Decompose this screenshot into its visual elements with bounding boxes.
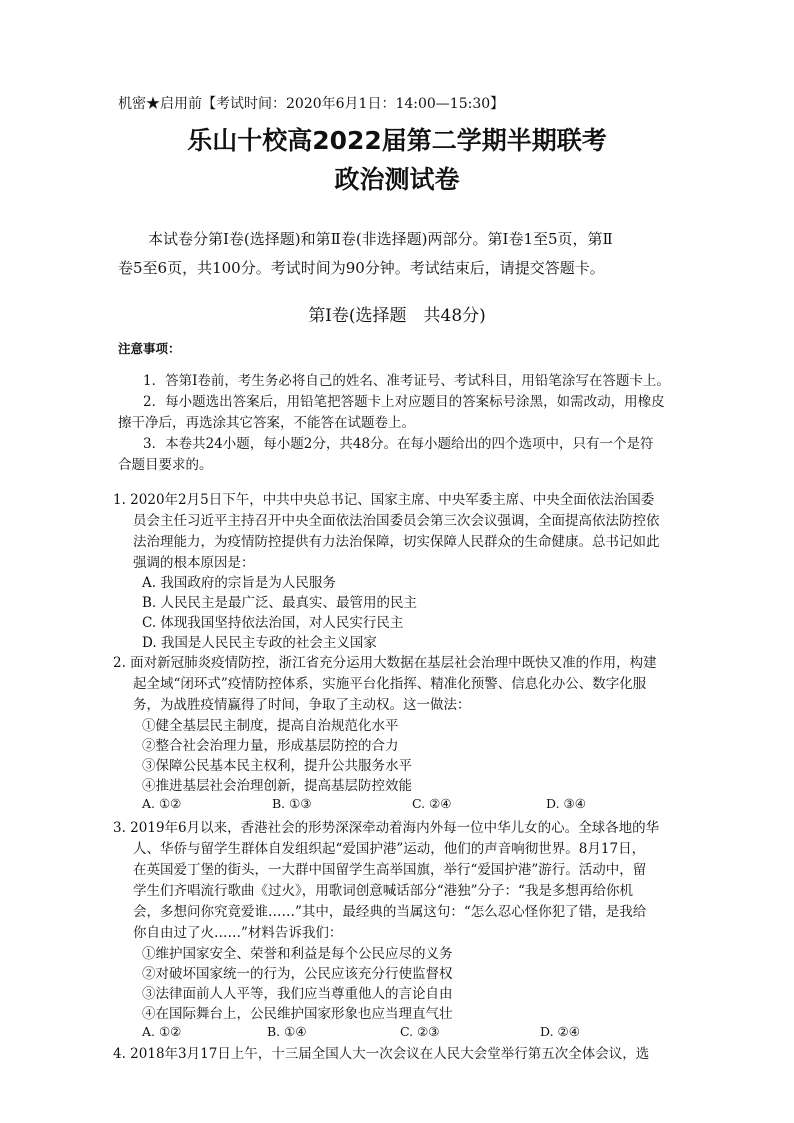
option-a: A. 我国政府的宗旨是为人民服务 bbox=[142, 575, 336, 591]
choice-d: D. ②④ bbox=[540, 1024, 580, 1039]
question-text-line: 强调的根本原因是： bbox=[133, 555, 255, 571]
answer-choices-row bbox=[142, 796, 662, 814]
statement-item: ②对破坏国家统一的行为，公民应该充分行使监督权 bbox=[142, 966, 453, 982]
choice-c: C. ②③ bbox=[400, 1024, 440, 1039]
statement-item: ④推进基层社会治理创新，提高基层防控效能 bbox=[142, 778, 412, 794]
choice-a: A. ①② bbox=[142, 796, 182, 811]
statement-item: ③保障公民基本民主权利，提升公共服务水平 bbox=[142, 758, 412, 774]
question-text-line: 你自由过了火……”材料告诉我们： bbox=[133, 925, 343, 941]
question-text-line: 1. 2020年2月5日下午，中共中央总书记、国家主席、中央军委主席、中央全面依法治国委 bbox=[113, 492, 655, 508]
statement-item: ①健全基层民主制度，提高自治规范化水平 bbox=[142, 718, 399, 734]
option-c: C. 体现我国坚持依法治国，对人民实行民主 bbox=[142, 615, 404, 631]
choice-c: C. ②④ bbox=[412, 796, 452, 811]
statement-item: ①维护国家安全、荣誉和利益是每个公民应尽的义务 bbox=[142, 946, 453, 962]
notice-line: 擦干净后，再选涂其它答案，不能答在试题卷上。 bbox=[118, 415, 415, 431]
question-text-line: 在英国爱丁堡的街头，一大群中国留学生高举国旗，举行“爱国护港”游行。活动中，留 bbox=[133, 862, 647, 878]
question-text-line: 学生们齐唱流行歌曲《过火》，用歌词创意喊话部分“港独”分子：“我是多想再给你机 bbox=[133, 883, 633, 899]
option-d: D. 我国是人民民主专政的社会主义国家 bbox=[142, 635, 377, 651]
question-text-line: 法治理能力，为疫情防控提供有力法治保障，切实保障人民群众的生命健康。总书记如此 bbox=[133, 534, 660, 550]
notice-line: 合题目要求的。 bbox=[118, 457, 213, 473]
choice-a: A. ①② bbox=[142, 1024, 182, 1039]
part-1-title: 第Ⅰ卷(选择题 共48分) bbox=[308, 306, 486, 326]
question-text-line: 会，多想问你究竟爱谁……”其中，最经典的当属这句：“怎么忍心怪你犯了错，是我给 bbox=[133, 904, 647, 920]
notice-line: 3．本卷共24小题，每小题2分，共48分。在每小题给出的四个选项中，只有一个是符 bbox=[143, 436, 654, 452]
choice-d: D. ③④ bbox=[546, 796, 586, 811]
exam-subject-title: 政治测试卷 bbox=[334, 165, 460, 194]
intro-line-1: 本试卷分第Ⅰ卷(选择题)和第Ⅱ卷(非选择题)两部分。第Ⅰ卷1至5页，第Ⅱ bbox=[148, 230, 613, 248]
exam-title: 乐山十校高2022届第二学期半期联考 bbox=[187, 126, 607, 155]
question-text-line: 2. 面对新冠肺炎疫情防控，浙江省充分运用大数据在基层社会治理中既快又准的作用，构建 bbox=[113, 655, 657, 671]
statement-item: ②整合社会治理力量，形成基层防控的合力 bbox=[142, 738, 399, 754]
question-text-line: 人、华侨与留学生群体自发组织起“爱国护港”运动，他们的声音响彻世界。8月17日， bbox=[133, 841, 646, 857]
notice-line: 1．答第Ⅰ卷前，考生务必将自己的姓名、准考证号、考试科目，用铅笔涂写在答题卡上。 bbox=[143, 373, 670, 389]
question-text-line: 员会主任习近平主持召开中央全面依法治国委员会第三次会议强调，全面提高依法防控依 bbox=[133, 513, 660, 529]
question-text-line: 3. 2019年6月以来，香港社会的形势深深牵动着海内外每一位中华儿女的心。全球各地的华 bbox=[113, 820, 660, 836]
choice-b: B. ①③ bbox=[272, 796, 312, 811]
notice-heading: 注意事项： bbox=[118, 341, 181, 356]
statement-item: ④在国际舞台上，公民维护国家形象也应当理直气壮 bbox=[142, 1006, 453, 1022]
question-text-line: 起全域“闭环式”疫情防控体系，实施平台化指挥、精准化预警、信息化办公、数字化服 bbox=[133, 676, 647, 692]
question-text-line: 务，为战胜疫情赢得了时间，争取了主动权。这一做法： bbox=[133, 697, 471, 713]
notice-line: 2．每小题选出答案后，用铅笔把答题卡上对应题目的答案标号涂黑，如需改动，用橡皮 bbox=[143, 394, 665, 410]
question-text-line: 4. 2018年3月17日上午，十三届全国人大一次会议在人民大会堂举行第五次全体会议，选 bbox=[113, 1046, 650, 1062]
choice-b: B. ①④ bbox=[267, 1024, 307, 1039]
option-b: B. 人民民主是最广泛、最真实、最管用的民主 bbox=[142, 595, 418, 611]
intro-line-2: 卷5至6页，共100分。考试时间为90分钟。考试结束后，请提交答题卡。 bbox=[118, 259, 605, 277]
answer-choices-row bbox=[142, 1024, 662, 1042]
confidential-exam-time-line: 机密★启用前【考试时间：2020年6月1日：14:00—15:30】 bbox=[118, 96, 505, 112]
statement-item: ③法律面前人人平等，我们应当尊重他人的言论自由 bbox=[142, 986, 453, 1002]
